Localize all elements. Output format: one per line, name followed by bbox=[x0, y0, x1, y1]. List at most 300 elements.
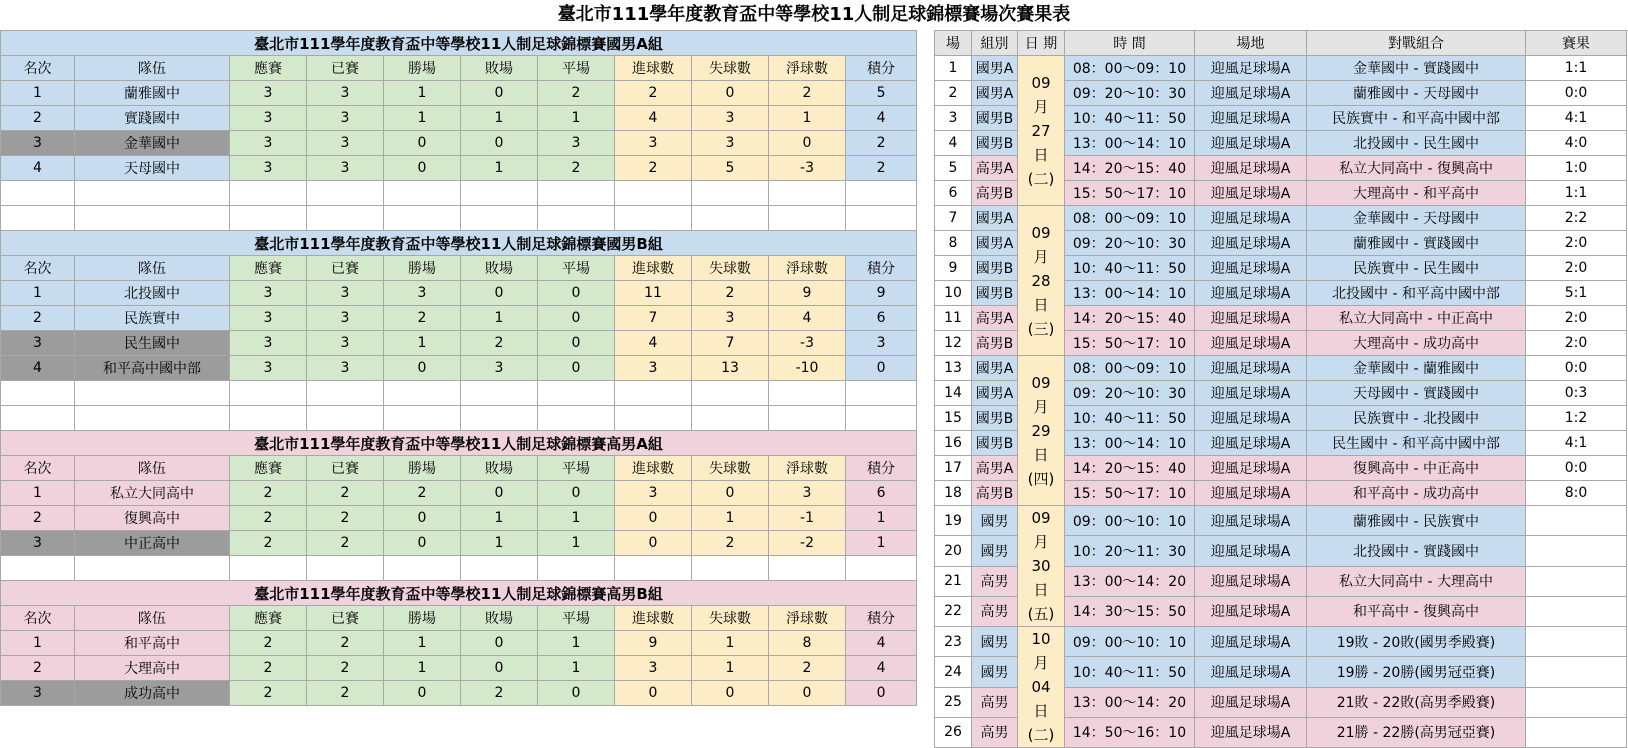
column-header: 已賽 bbox=[307, 606, 384, 631]
match-venue: 迎風足球場A bbox=[1195, 406, 1307, 431]
match-time: 14：20～15：40 bbox=[1065, 456, 1195, 481]
stat-cell: 1 bbox=[384, 631, 461, 656]
stat-cell: 1 bbox=[384, 331, 461, 356]
stat-cell: 0 bbox=[461, 281, 538, 306]
stat-cell: 0 bbox=[769, 681, 846, 706]
match-group: 國男B bbox=[972, 281, 1018, 306]
column-header: 賽果 bbox=[1526, 31, 1627, 56]
stat-cell: 0 bbox=[615, 681, 692, 706]
match-pairing: 21敗 - 22敗(高男季殿賽) bbox=[1307, 687, 1526, 717]
match-venue: 迎風足球場A bbox=[1195, 81, 1307, 106]
group-title: 臺北市111學年度教育盃中等學校11人制足球錦標賽高男B組 bbox=[1, 581, 917, 606]
stat-cell: 0 bbox=[384, 156, 461, 181]
match-group: 國男B bbox=[972, 131, 1018, 156]
match-pairing: 和平高中 - 復興高中 bbox=[1307, 596, 1526, 626]
column-header: 應賽 bbox=[230, 606, 307, 631]
date-part: 30 bbox=[1031, 557, 1051, 575]
match-venue: 迎風足球場A bbox=[1195, 306, 1307, 331]
match-row bbox=[935, 56, 1627, 81]
stat-cell: 3 bbox=[307, 131, 384, 156]
stat-cell: 3 bbox=[538, 131, 615, 156]
stat-cell: -2 bbox=[769, 531, 846, 556]
stat-cell: 0 bbox=[538, 356, 615, 381]
match-time: 08：00～09：10 bbox=[1065, 356, 1195, 381]
match-venue: 迎風足球場A bbox=[1195, 717, 1307, 747]
stat-cell: -3 bbox=[769, 331, 846, 356]
rank-cell: 2 bbox=[1, 656, 75, 681]
stat-cell: 2 bbox=[692, 531, 769, 556]
match-result: 2:2 bbox=[1526, 206, 1627, 231]
standings-header-row bbox=[1, 606, 917, 631]
stat-cell: 2 bbox=[230, 531, 307, 556]
column-header: 失球數 bbox=[692, 56, 769, 81]
match-result bbox=[1526, 627, 1627, 657]
stat-cell: 3 bbox=[692, 131, 769, 156]
match-group: 國男A bbox=[972, 231, 1018, 256]
group-title: 臺北市111學年度教育盃中等學校11人制足球錦標賽國男B組 bbox=[1, 231, 917, 256]
column-header: 淨球數 bbox=[769, 606, 846, 631]
column-header: 淨球數 bbox=[769, 456, 846, 481]
stat-cell: 8 bbox=[769, 631, 846, 656]
match-number: 14 bbox=[935, 381, 972, 406]
stat-cell: 9 bbox=[769, 281, 846, 306]
group-title-row bbox=[1, 31, 917, 56]
column-header: 應賽 bbox=[230, 56, 307, 81]
team-cell: 成功高中 bbox=[75, 681, 230, 706]
match-time: 08：00～09：10 bbox=[1065, 56, 1195, 81]
date-part: (二) bbox=[1027, 169, 1055, 188]
date-part: 日 bbox=[1033, 581, 1049, 599]
column-header: 進球數 bbox=[615, 56, 692, 81]
stat-cell: 2 bbox=[769, 81, 846, 106]
stat-cell: 0 bbox=[538, 481, 615, 506]
column-header: 勝場 bbox=[384, 56, 461, 81]
group-title: 臺北市111學年度教育盃中等學校11人制足球錦標賽國男A組 bbox=[1, 31, 917, 56]
match-number: 15 bbox=[935, 406, 972, 431]
match-group: 國男B bbox=[972, 431, 1018, 456]
stat-cell: 4 bbox=[846, 631, 917, 656]
match-pairing: 19敗 - 20敗(國男季殿賽) bbox=[1307, 627, 1526, 657]
match-venue: 迎風足球場A bbox=[1195, 281, 1307, 306]
match-pairing: 金華國中 - 蘭雅國中 bbox=[1307, 356, 1526, 381]
stat-cell: 0 bbox=[692, 481, 769, 506]
stat-cell: 7 bbox=[692, 331, 769, 356]
match-number: 17 bbox=[935, 456, 972, 481]
stat-cell: 0 bbox=[384, 356, 461, 381]
stat-cell: 0 bbox=[538, 331, 615, 356]
stat-cell: 0 bbox=[538, 306, 615, 331]
rank-cell: 2 bbox=[1, 106, 75, 131]
match-group: 高男A bbox=[972, 456, 1018, 481]
match-group: 國男A bbox=[972, 381, 1018, 406]
date-part: 10 bbox=[1031, 630, 1051, 648]
column-header: 平場 bbox=[538, 456, 615, 481]
match-number: 1 bbox=[935, 56, 972, 81]
team-cell: 實踐國中 bbox=[75, 106, 230, 131]
match-venue: 迎風足球場A bbox=[1195, 231, 1307, 256]
stat-cell: 13 bbox=[692, 356, 769, 381]
date-part: 月 bbox=[1033, 654, 1049, 672]
stat-cell: 2 bbox=[461, 681, 538, 706]
match-number: 10 bbox=[935, 281, 972, 306]
match-pairing: 金華國中 - 天母國中 bbox=[1307, 206, 1526, 231]
stat-cell: 5 bbox=[846, 81, 917, 106]
match-pairing: 北投國中 - 和平高中國中部 bbox=[1307, 281, 1526, 306]
match-pairing: 大理高中 - 成功高中 bbox=[1307, 331, 1526, 356]
match-result: 1:1 bbox=[1526, 56, 1627, 81]
match-time: 14：30～15：50 bbox=[1065, 596, 1195, 626]
match-group: 國男 bbox=[972, 657, 1018, 687]
stat-cell: 0 bbox=[538, 281, 615, 306]
column-header: 平場 bbox=[538, 256, 615, 281]
match-time: 15：50～17：10 bbox=[1065, 481, 1195, 506]
match-result bbox=[1526, 536, 1627, 566]
stat-cell: 2 bbox=[230, 481, 307, 506]
match-number: 6 bbox=[935, 181, 972, 206]
match-pairing: 蘭雅國中 - 民族實中 bbox=[1307, 506, 1526, 536]
column-header: 名次 bbox=[1, 56, 75, 81]
match-number: 3 bbox=[935, 106, 972, 131]
rank-cell: 2 bbox=[1, 306, 75, 331]
team-cell: 和平高中 bbox=[75, 631, 230, 656]
column-header: 名次 bbox=[1, 256, 75, 281]
match-result: 0:0 bbox=[1526, 81, 1627, 106]
standings-row bbox=[1, 281, 917, 306]
stat-cell: 0 bbox=[384, 506, 461, 531]
stat-cell: 1 bbox=[538, 531, 615, 556]
match-pairing: 民族實中 - 民生國中 bbox=[1307, 256, 1526, 281]
team-cell: 大理高中 bbox=[75, 656, 230, 681]
standings-row bbox=[1, 481, 917, 506]
match-result bbox=[1526, 687, 1627, 717]
match-result: 0:3 bbox=[1526, 381, 1627, 406]
column-header: 已賽 bbox=[307, 256, 384, 281]
standings-row bbox=[1, 681, 917, 706]
match-pairing: 19勝 - 20勝(國男冠亞賽) bbox=[1307, 657, 1526, 687]
stat-cell: 2 bbox=[692, 281, 769, 306]
column-header: 敗場 bbox=[461, 256, 538, 281]
stat-cell: 2 bbox=[461, 331, 538, 356]
match-result: 4:0 bbox=[1526, 131, 1627, 156]
team-cell: 中正高中 bbox=[75, 531, 230, 556]
stat-cell: 1 bbox=[846, 506, 917, 531]
standings-row bbox=[1, 81, 917, 106]
match-result: 4:1 bbox=[1526, 106, 1627, 131]
stat-cell: 3 bbox=[615, 656, 692, 681]
date-part: 月 bbox=[1033, 97, 1049, 116]
column-header: 失球數 bbox=[692, 456, 769, 481]
match-date bbox=[1018, 56, 1065, 206]
match-group: 國男A bbox=[972, 356, 1018, 381]
match-result: 2:0 bbox=[1526, 331, 1627, 356]
match-pairing: 私立大同高中 - 中正高中 bbox=[1307, 306, 1526, 331]
standings-row bbox=[1, 106, 917, 131]
column-header: 已賽 bbox=[307, 56, 384, 81]
column-header: 平場 bbox=[538, 606, 615, 631]
match-number: 25 bbox=[935, 687, 972, 717]
match-group: 國男B bbox=[972, 106, 1018, 131]
match-result: 0:0 bbox=[1526, 456, 1627, 481]
column-header: 時 間 bbox=[1065, 31, 1195, 56]
stat-cell: 3 bbox=[230, 106, 307, 131]
stat-cell: 2 bbox=[230, 631, 307, 656]
rank-cell: 1 bbox=[1, 631, 75, 656]
match-time: 13：00～14：10 bbox=[1065, 431, 1195, 456]
stat-cell: 6 bbox=[846, 481, 917, 506]
stat-cell: 2 bbox=[230, 656, 307, 681]
match-number: 8 bbox=[935, 231, 972, 256]
match-result: 2:0 bbox=[1526, 231, 1627, 256]
standings-row bbox=[1, 531, 917, 556]
stat-cell: 0 bbox=[461, 131, 538, 156]
stat-cell: -10 bbox=[769, 356, 846, 381]
match-pairing: 21勝 - 22勝(高男冠亞賽) bbox=[1307, 717, 1526, 747]
team-cell: 復興高中 bbox=[75, 506, 230, 531]
column-header: 敗場 bbox=[461, 56, 538, 81]
team-cell: 金華國中 bbox=[75, 131, 230, 156]
date-part: 月 bbox=[1033, 533, 1049, 551]
match-time: 13：00～14：10 bbox=[1065, 281, 1195, 306]
date-part: 日 bbox=[1033, 702, 1049, 720]
stat-cell: 2 bbox=[230, 681, 307, 706]
date-part: 28 bbox=[1031, 271, 1051, 290]
standings-row bbox=[1, 156, 917, 181]
stat-cell: 1 bbox=[538, 656, 615, 681]
match-group: 國男B bbox=[972, 256, 1018, 281]
match-time: 13：00～14：20 bbox=[1065, 566, 1195, 596]
rank-cell: 4 bbox=[1, 156, 75, 181]
stat-cell: 2 bbox=[307, 481, 384, 506]
stat-cell: 4 bbox=[846, 656, 917, 681]
match-time: 10：20～11：30 bbox=[1065, 536, 1195, 566]
rank-cell: 4 bbox=[1, 356, 75, 381]
match-pairing: 私立大同高中 - 大理高中 bbox=[1307, 566, 1526, 596]
match-venue: 迎風足球場A bbox=[1195, 536, 1307, 566]
column-header: 組別 bbox=[972, 31, 1018, 56]
rank-cell: 3 bbox=[1, 681, 75, 706]
standings-row bbox=[1, 331, 917, 356]
match-number: 11 bbox=[935, 306, 972, 331]
match-result bbox=[1526, 566, 1627, 596]
stat-cell: -1 bbox=[769, 506, 846, 531]
standings-row bbox=[1, 131, 917, 156]
match-number: 12 bbox=[935, 331, 972, 356]
stat-cell: 1 bbox=[692, 656, 769, 681]
stat-cell: 2 bbox=[615, 156, 692, 181]
stat-cell: 2 bbox=[307, 656, 384, 681]
match-pairing: 蘭雅國中 - 實踐國中 bbox=[1307, 231, 1526, 256]
match-row bbox=[935, 627, 1627, 657]
match-time: 10：40～11：50 bbox=[1065, 657, 1195, 687]
match-result: 1:2 bbox=[1526, 406, 1627, 431]
stat-cell: 2 bbox=[615, 81, 692, 106]
match-pairing: 和平高中 - 成功高中 bbox=[1307, 481, 1526, 506]
column-header: 隊伍 bbox=[75, 606, 230, 631]
match-group: 國男A bbox=[972, 206, 1018, 231]
standings-row bbox=[1, 306, 917, 331]
match-time: 15：50～17：10 bbox=[1065, 331, 1195, 356]
standings-header-row bbox=[1, 456, 917, 481]
stat-cell: 1 bbox=[461, 156, 538, 181]
stat-cell: 3 bbox=[384, 281, 461, 306]
stat-cell: 0 bbox=[384, 131, 461, 156]
match-time: 10：40～11：50 bbox=[1065, 106, 1195, 131]
column-header: 場地 bbox=[1195, 31, 1307, 56]
match-venue: 迎風足球場A bbox=[1195, 481, 1307, 506]
match-group: 國男B bbox=[972, 406, 1018, 431]
stat-cell: 4 bbox=[769, 306, 846, 331]
stat-cell: 1 bbox=[461, 531, 538, 556]
match-venue: 迎風足球場A bbox=[1195, 356, 1307, 381]
team-cell: 蘭雅國中 bbox=[75, 81, 230, 106]
date-part: (四) bbox=[1027, 469, 1055, 488]
stat-cell: 4 bbox=[615, 331, 692, 356]
column-header: 已賽 bbox=[307, 456, 384, 481]
match-result: 0:0 bbox=[1526, 356, 1627, 381]
stat-cell: 3 bbox=[230, 281, 307, 306]
match-venue: 迎風足球場A bbox=[1195, 627, 1307, 657]
stat-cell: 3 bbox=[307, 331, 384, 356]
match-venue: 迎風足球場A bbox=[1195, 657, 1307, 687]
column-header: 名次 bbox=[1, 456, 75, 481]
column-header: 平場 bbox=[538, 56, 615, 81]
stat-cell: 0 bbox=[461, 81, 538, 106]
match-pairing: 北投國中 - 民生國中 bbox=[1307, 131, 1526, 156]
match-number: 7 bbox=[935, 206, 972, 231]
stat-cell: 2 bbox=[769, 656, 846, 681]
stat-cell: 2 bbox=[846, 156, 917, 181]
stat-cell: 3 bbox=[846, 331, 917, 356]
group-title-row bbox=[1, 231, 917, 256]
stat-cell: 1 bbox=[461, 306, 538, 331]
stat-cell: 1 bbox=[538, 106, 615, 131]
stat-cell: 0 bbox=[692, 81, 769, 106]
standings-header-row bbox=[1, 256, 917, 281]
match-number: 4 bbox=[935, 131, 972, 156]
rank-cell: 1 bbox=[1, 281, 75, 306]
match-venue: 迎風足球場A bbox=[1195, 106, 1307, 131]
match-time: 14：20～15：40 bbox=[1065, 156, 1195, 181]
match-result: 4:1 bbox=[1526, 431, 1627, 456]
match-venue: 迎風足球場A bbox=[1195, 181, 1307, 206]
column-header: 進球數 bbox=[615, 256, 692, 281]
stat-cell: 2 bbox=[384, 481, 461, 506]
column-header: 勝場 bbox=[384, 256, 461, 281]
match-number: 5 bbox=[935, 156, 972, 181]
match-date bbox=[1018, 206, 1065, 356]
group-title-row bbox=[1, 431, 917, 456]
standings-row bbox=[1, 506, 917, 531]
schedule-header-row bbox=[935, 31, 1627, 56]
match-result: 1:1 bbox=[1526, 181, 1627, 206]
stat-cell: 3 bbox=[230, 306, 307, 331]
stat-cell: 1 bbox=[384, 106, 461, 131]
match-number: 16 bbox=[935, 431, 972, 456]
column-header: 失球數 bbox=[692, 606, 769, 631]
spacer-row bbox=[1, 381, 917, 406]
stat-cell: 3 bbox=[307, 306, 384, 331]
stat-cell: 2 bbox=[307, 681, 384, 706]
spacer-row bbox=[1, 556, 917, 581]
stat-cell: 3 bbox=[307, 81, 384, 106]
match-group: 高男B bbox=[972, 181, 1018, 206]
standings-header-row bbox=[1, 56, 917, 81]
match-pairing: 民族實中 - 北投國中 bbox=[1307, 406, 1526, 431]
stat-cell: 0 bbox=[769, 131, 846, 156]
match-time: 14：20～15：40 bbox=[1065, 306, 1195, 331]
team-cell: 天母國中 bbox=[75, 156, 230, 181]
stat-cell: 3 bbox=[307, 281, 384, 306]
column-header: 應賽 bbox=[230, 456, 307, 481]
column-header: 對戰組合 bbox=[1307, 31, 1526, 56]
standings-table bbox=[0, 30, 917, 706]
column-header: 日 期 bbox=[1018, 31, 1065, 56]
column-header: 失球數 bbox=[692, 256, 769, 281]
match-group: 國男A bbox=[972, 56, 1018, 81]
stat-cell: 1 bbox=[692, 506, 769, 531]
match-time: 15：50～17：10 bbox=[1065, 181, 1195, 206]
column-header: 隊伍 bbox=[75, 56, 230, 81]
stat-cell: 3 bbox=[692, 106, 769, 131]
match-pairing: 大理高中 - 和平高中 bbox=[1307, 181, 1526, 206]
group-title-row bbox=[1, 581, 917, 606]
stat-cell: 1 bbox=[461, 506, 538, 531]
page-title: 臺北市111學年度教育盃中等學校11人制足球錦標賽場次賽果表 bbox=[557, 4, 1071, 25]
column-header: 勝場 bbox=[384, 606, 461, 631]
stat-cell: 0 bbox=[615, 506, 692, 531]
match-time: 08：00～09：10 bbox=[1065, 206, 1195, 231]
match-number: 9 bbox=[935, 256, 972, 281]
stat-cell: 3 bbox=[230, 81, 307, 106]
rank-cell: 3 bbox=[1, 531, 75, 556]
date-part: (三) bbox=[1027, 319, 1055, 338]
match-number: 19 bbox=[935, 506, 972, 536]
date-part: 月 bbox=[1033, 397, 1049, 416]
rank-cell: 2 bbox=[1, 506, 75, 531]
match-pairing: 民族實中 - 和平高中國中部 bbox=[1307, 106, 1526, 131]
match-group: 高男 bbox=[972, 596, 1018, 626]
match-result bbox=[1526, 596, 1627, 626]
match-pairing: 北投國中 - 實踐國中 bbox=[1307, 536, 1526, 566]
team-cell: 民族實中 bbox=[75, 306, 230, 331]
column-header: 名次 bbox=[1, 606, 75, 631]
stat-cell: 2 bbox=[538, 81, 615, 106]
stat-cell: 2 bbox=[307, 506, 384, 531]
match-row bbox=[935, 506, 1627, 536]
match-number: 24 bbox=[935, 657, 972, 687]
stat-cell: 11 bbox=[615, 281, 692, 306]
match-venue: 迎風足球場A bbox=[1195, 256, 1307, 281]
match-result: 2:0 bbox=[1526, 306, 1627, 331]
stat-cell: 3 bbox=[307, 156, 384, 181]
match-venue: 迎風足球場A bbox=[1195, 331, 1307, 356]
stat-cell: 0 bbox=[461, 481, 538, 506]
stat-cell: 0 bbox=[615, 531, 692, 556]
match-group: 高男A bbox=[972, 306, 1018, 331]
stat-cell: 3 bbox=[461, 356, 538, 381]
column-header: 敗場 bbox=[461, 456, 538, 481]
match-number: 2 bbox=[935, 81, 972, 106]
rank-cell: 1 bbox=[1, 481, 75, 506]
match-pairing: 金華國中 - 實踐國中 bbox=[1307, 56, 1526, 81]
match-venue: 迎風足球場A bbox=[1195, 431, 1307, 456]
match-venue: 迎風足球場A bbox=[1195, 566, 1307, 596]
stat-cell: 0 bbox=[538, 681, 615, 706]
match-date bbox=[1018, 627, 1065, 748]
stat-cell: -3 bbox=[769, 156, 846, 181]
match-number: 20 bbox=[935, 536, 972, 566]
stat-cell: 1 bbox=[538, 506, 615, 531]
